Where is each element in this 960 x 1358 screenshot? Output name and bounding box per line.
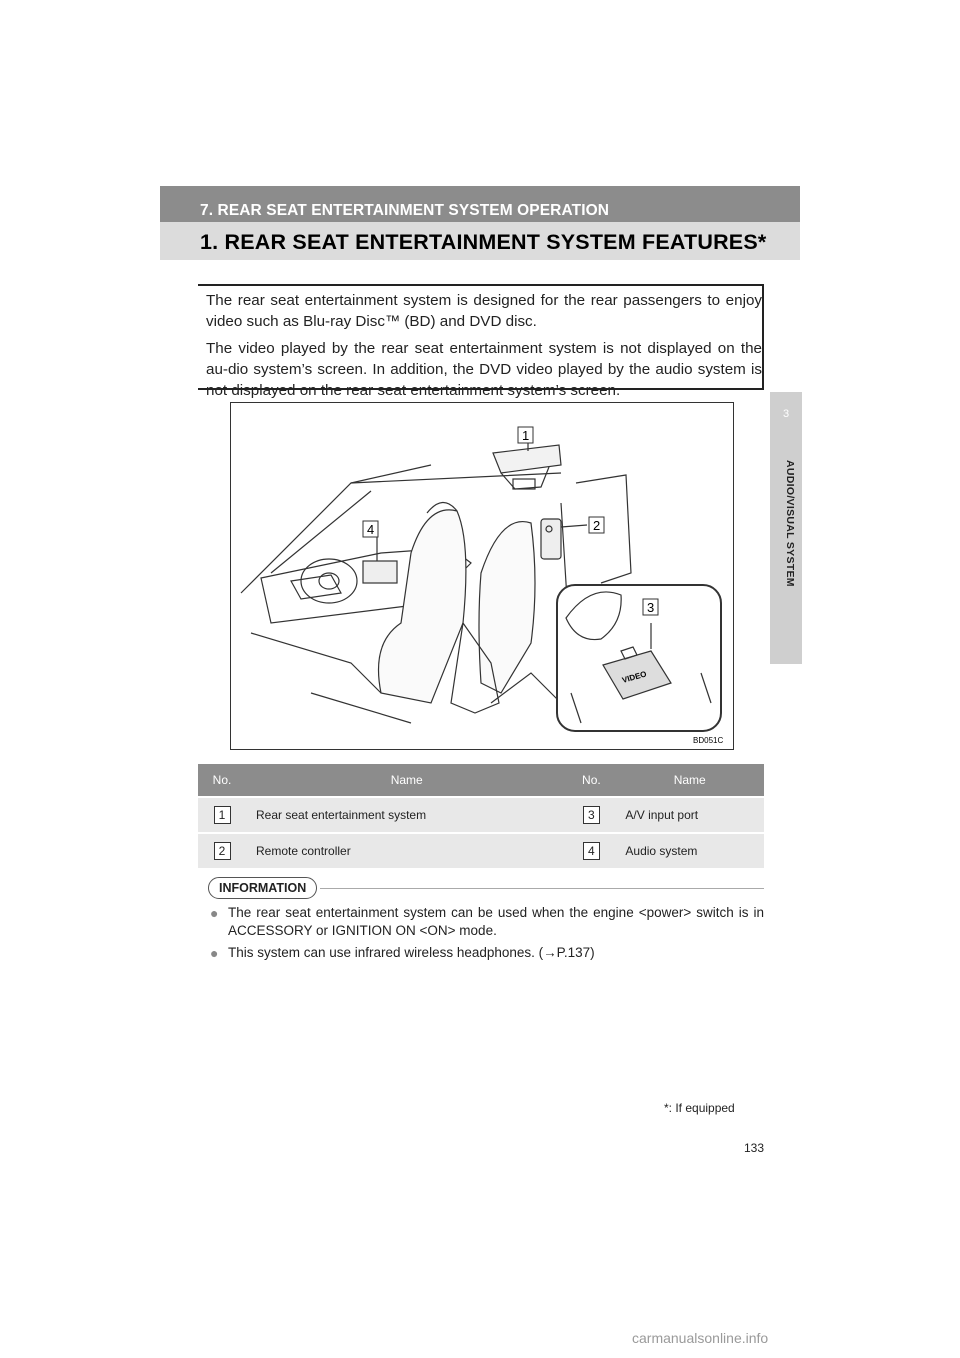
information-label: INFORMATION xyxy=(208,877,317,899)
table-header: No. xyxy=(198,764,246,797)
bullet-icon: ● xyxy=(210,905,219,921)
callout-1: 1 xyxy=(522,428,530,443)
part-name: Rear seat entertainment system xyxy=(246,797,567,833)
table-row xyxy=(198,833,764,868)
part-name: Remote controller xyxy=(246,833,567,868)
figure-code: BD051C xyxy=(693,736,724,745)
parts-table xyxy=(198,764,764,868)
callout-4: 4 xyxy=(367,522,375,537)
table-row xyxy=(198,797,764,833)
part-number: 1 xyxy=(214,806,231,824)
information-text: The rear seat entertainment system can be used when the engine <power> switch is in ACCESSORY or IGNITION ON <ON> mode. xyxy=(228,905,764,938)
footnote: *: If equipped xyxy=(664,1101,735,1115)
bullet-icon: ● xyxy=(210,945,219,961)
table-header: No. xyxy=(567,764,615,797)
callout-3: 3 xyxy=(647,600,655,615)
part-number: 2 xyxy=(214,842,231,860)
inset-video-label: VIDEO xyxy=(621,669,648,685)
vehicle-interior-illustration xyxy=(230,402,734,750)
section-header: 7. REAR SEAT ENTERTAINMENT SYSTEM OPERATION xyxy=(160,186,800,222)
chapter-label: AUDIO/VISUAL SYSTEM xyxy=(784,460,796,587)
chapter-number: 3 xyxy=(782,408,790,420)
page-title: 1. REAR SEAT ENTERTAINMENT SYSTEM FEATURES* xyxy=(160,222,800,260)
information-list xyxy=(210,904,764,966)
part-name: A/V input port xyxy=(615,797,764,833)
information-item xyxy=(210,944,764,962)
information-divider xyxy=(320,888,764,889)
callout-2: 2 xyxy=(593,518,601,533)
table-header: Name xyxy=(615,764,764,797)
part-name: Audio system xyxy=(615,833,764,868)
table-header: Name xyxy=(246,764,567,797)
watermark[interactable]: carmanualsonline.info xyxy=(632,1330,769,1346)
part-number: 4 xyxy=(583,842,600,860)
interior-drawing xyxy=(231,403,733,749)
intro-paragraph-2: The video played by the rear seat entertainment system is not displayed on the au-dio system’s screen. In addition, the DVD video played by the audio system is not displayed on the rear seat entertainment system’s screen. xyxy=(206,340,762,399)
part-number: 3 xyxy=(583,806,600,824)
information-text: This system can use infrared wireless headphones. (→P.137) xyxy=(228,945,595,960)
page-number: 133 xyxy=(744,1141,765,1155)
intro-box xyxy=(198,284,764,399)
intro-paragraph-1: The rear seat entertainment system is designed for the rear passengers to enjoy video such as Blu-ray Disc™ (BD) and DVD disc. xyxy=(206,292,762,330)
information-item xyxy=(210,904,764,940)
